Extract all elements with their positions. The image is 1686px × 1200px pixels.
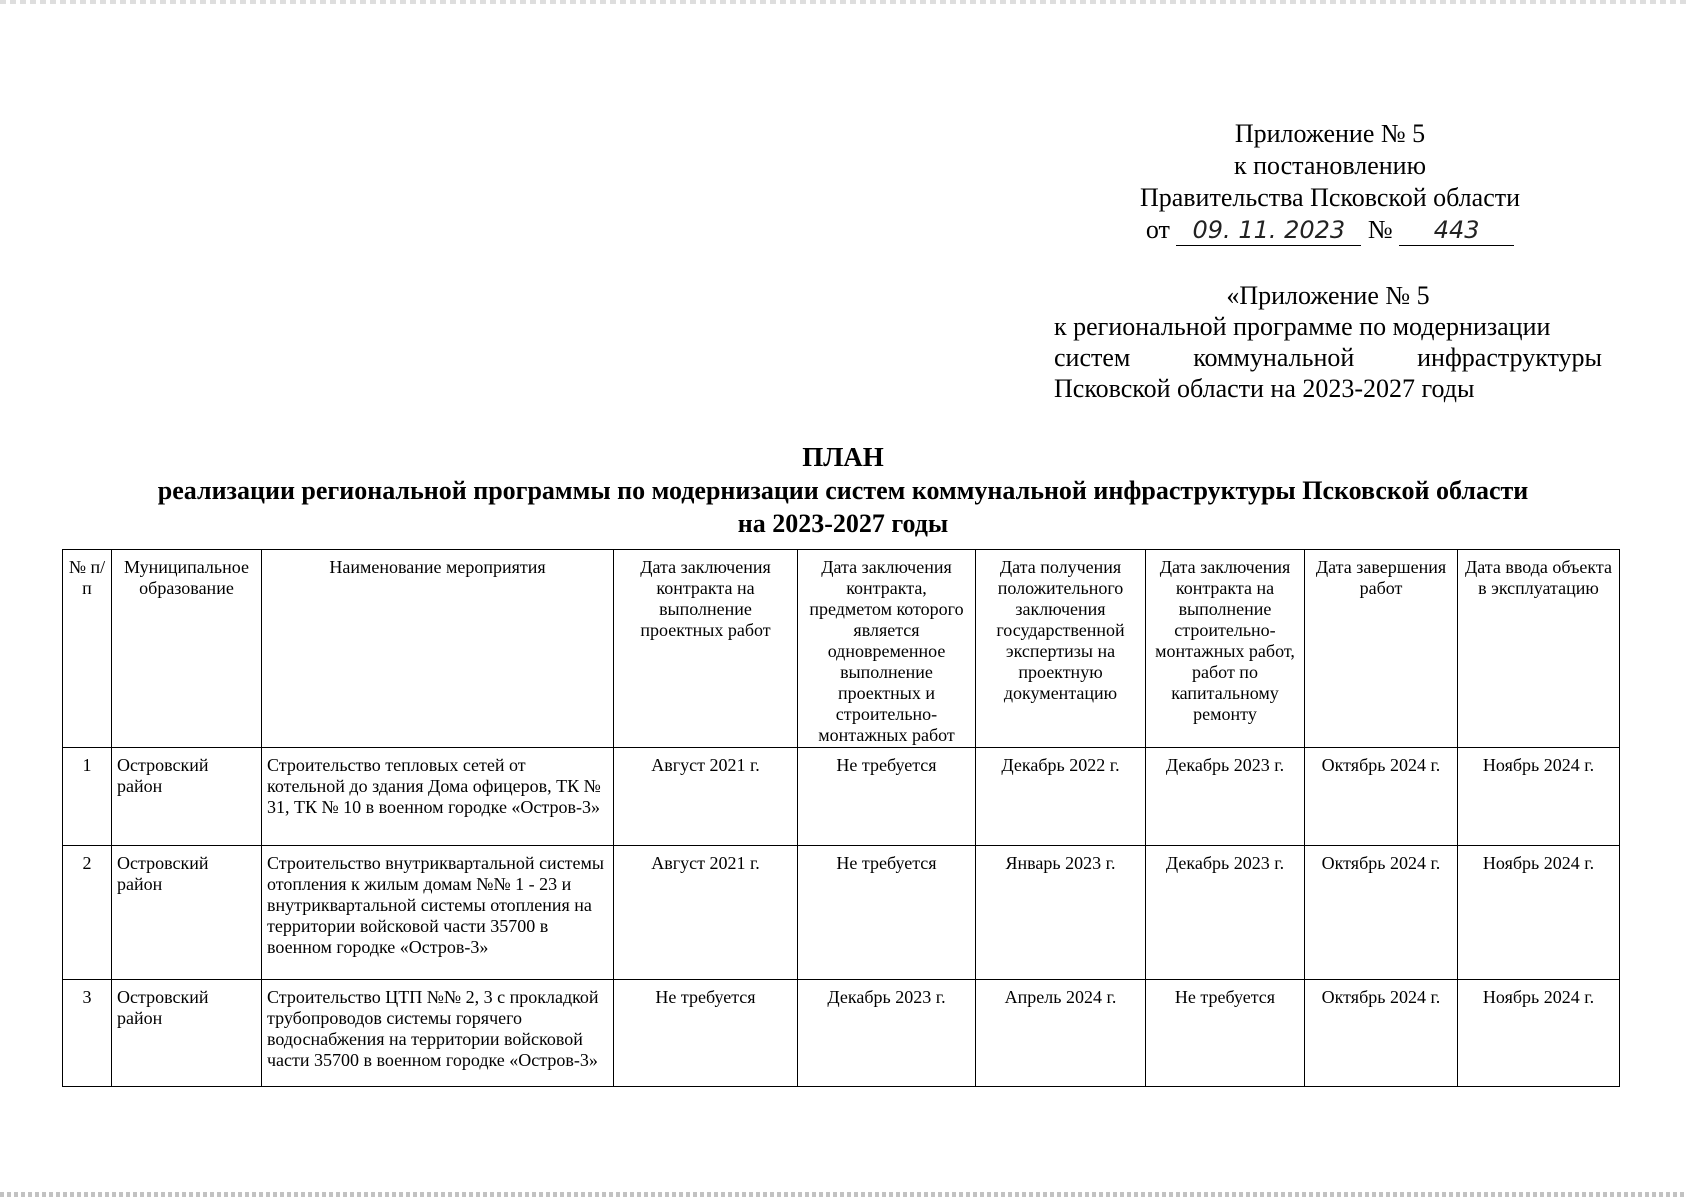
cell-commissioning: Ноябрь 2024 г. — [1458, 846, 1620, 980]
annex-line-1: «Приложение № 5 — [1226, 281, 1430, 310]
col-header-municipality: Муниципальное образование — [112, 550, 262, 748]
plan-table — [62, 549, 1620, 1087]
cell-municipality: Островский район — [112, 846, 262, 980]
cell-expertise: Апрель 2024 г. — [976, 980, 1146, 1087]
header-line-2: к постановлению — [1233, 151, 1427, 180]
col-header-construction-contract: Дата заключения контракта на выполнение строительно-монтажных работ, работ по капитальному ремонту — [1146, 550, 1305, 748]
col-header-num: № п/п — [63, 550, 112, 748]
cell-municipality: Островский район — [112, 748, 262, 846]
table-row — [63, 846, 1620, 980]
cell-expertise: Декабрь 2022 г. — [976, 748, 1146, 846]
scan-artifact-top — [0, 0, 1686, 4]
col-header-design-contract: Дата заключения контракта на выполнение проектных работ — [614, 550, 798, 748]
handwritten-number: 443 — [1399, 215, 1514, 246]
title-subtitle-1: реализации региональной программы по модернизации систем коммунальной инфраструктуры Псковской области — [157, 476, 1529, 505]
table-row — [63, 748, 1620, 846]
annex-line-2: к региональной программе по модернизации — [1054, 312, 1551, 341]
title-main: ПЛАН — [802, 442, 884, 472]
cell-combined-contract: Декабрь 2023 г. — [798, 980, 976, 1087]
annex-reference — [1054, 280, 1602, 404]
cell-name: Строительство внутриквартальной системы отопления к жилым домам №№ 1 - 23 и внутриквартальной системы отопления на территории войсковой части 35700 в военном городке «Остров-3» — [262, 846, 614, 980]
header-line-3: Правительства Псковской области — [1139, 183, 1521, 212]
cell-combined-contract: Не требуется — [798, 846, 976, 980]
number-label: № — [1367, 215, 1393, 244]
title-subtitle-2: на 2023-2027 годы — [737, 509, 949, 538]
cell-construction-contract: Декабрь 2023 г. — [1146, 748, 1305, 846]
cell-design-contract: Не требуется — [614, 980, 798, 1087]
cell-commissioning: Ноябрь 2024 г. — [1458, 980, 1620, 1087]
col-header-combined-contract: Дата заключения контракта, предметом которого является одновременное выполнение проектных и строительно-монтажных работ — [798, 550, 976, 748]
handwritten-date: 09. 11. 2023 — [1176, 215, 1361, 246]
annex-line-3: систем коммунальной инфраструктуры — [1054, 343, 1602, 372]
table-header-row — [63, 550, 1620, 748]
resolution-header — [1100, 118, 1560, 246]
cell-completion: Октябрь 2024 г. — [1305, 846, 1458, 980]
col-header-name: Наименование мероприятия — [262, 550, 614, 748]
col-header-expertise: Дата получения положительного заключения государственной экспертизы на проектную документацию — [976, 550, 1146, 748]
cell-name: Строительство тепловых сетей от котельной до здания Дома офицеров, ТК № 31, ТК № 10 в военном городке «Остров-3» — [262, 748, 614, 846]
cell-combined-contract: Не требуется — [798, 748, 976, 846]
cell-construction-contract: Не требуется — [1146, 980, 1305, 1087]
annex-line-4: Псковской области на 2023-2027 годы — [1054, 374, 1475, 403]
cell-expertise: Январь 2023 г. — [976, 846, 1146, 980]
header-line-1: Приложение № 5 — [1234, 119, 1426, 148]
cell-num: 3 — [63, 980, 112, 1087]
table-row — [63, 980, 1620, 1087]
cell-num: 2 — [63, 846, 112, 980]
cell-municipality: Островский район — [112, 980, 262, 1087]
col-header-commissioning: Дата ввода объекта в эксплуатацию — [1458, 550, 1620, 748]
scan-artifact-bottom — [0, 1192, 1686, 1197]
cell-design-contract: Август 2021 г. — [614, 748, 798, 846]
cell-design-contract: Август 2021 г. — [614, 846, 798, 980]
cell-construction-contract: Декабрь 2023 г. — [1146, 846, 1305, 980]
document-title — [60, 441, 1626, 540]
from-label: от — [1145, 215, 1170, 244]
header-date-number-line — [1100, 214, 1560, 246]
cell-name: Строительство ЦТП №№ 2, 3 с прокладкой трубопроводов системы горячего водоснабжения на территории войсковой части 35700 в военном городке «Остров-3» — [262, 980, 614, 1087]
cell-completion: Октябрь 2024 г. — [1305, 748, 1458, 846]
cell-commissioning: Ноябрь 2024 г. — [1458, 748, 1620, 846]
cell-completion: Октябрь 2024 г. — [1305, 980, 1458, 1087]
col-header-completion: Дата завершения работ — [1305, 550, 1458, 748]
cell-num: 1 — [63, 748, 112, 846]
